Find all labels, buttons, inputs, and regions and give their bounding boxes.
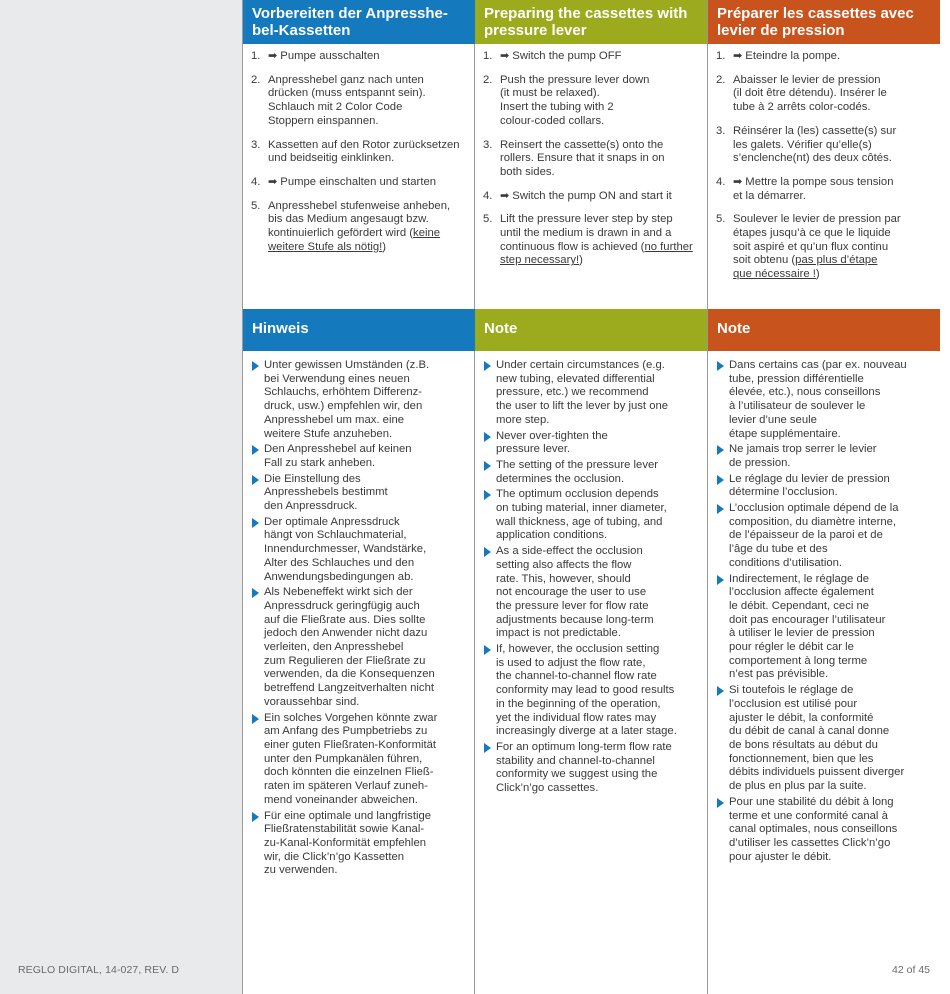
step-number: 2.	[251, 73, 261, 86]
steps-list-en	[475, 50, 707, 278]
note-item	[708, 473, 940, 500]
bullet-triangle-icon	[252, 361, 259, 371]
bullet-triangle-icon	[484, 645, 491, 655]
note-line: betreffend Langzeitverhalten nicht	[264, 682, 434, 695]
note-item	[243, 712, 475, 808]
step-emphasis: no further	[644, 240, 693, 253]
step-line	[268, 200, 475, 214]
step-text: Anpresshebel stufenweise anheben,	[268, 199, 451, 212]
note-line: Anpresshebel um max. eine	[264, 413, 405, 426]
step-line	[500, 190, 707, 204]
bullet-triangle-icon	[717, 475, 724, 485]
step-text: Lift the pressure lever step by step	[500, 213, 673, 226]
note-title-fr: Note	[708, 309, 940, 351]
note-line: weitere Stufe anzuheben.	[264, 427, 393, 440]
step-line	[268, 50, 475, 64]
note-item	[475, 643, 707, 739]
note-item	[708, 502, 940, 571]
step-text: Pumpe ausschalten	[280, 50, 380, 62]
step-text: )	[382, 240, 387, 253]
step-number: 4.	[716, 175, 726, 188]
note-item	[243, 359, 475, 441]
step-text: Switch the pump ON and start it	[512, 189, 672, 202]
arrow-right-icon: ➡	[268, 175, 281, 188]
step-number: 2.	[483, 73, 493, 86]
note-item	[708, 684, 940, 794]
step-text: soit aspiré et qu’un flux continu	[733, 240, 889, 253]
note-line: einer guten Fließraten-Konformität	[264, 738, 437, 751]
step-number: 4.	[483, 189, 493, 202]
bullet-triangle-icon	[484, 743, 491, 753]
note-item	[243, 516, 475, 585]
note-item	[475, 545, 707, 641]
note-line: zum Regulieren der Fließrate zu	[264, 654, 426, 667]
step-line	[268, 227, 475, 241]
note-item	[708, 573, 940, 683]
note-line: bei Verwendung eines neuen	[264, 372, 410, 385]
step-number: 3.	[251, 138, 261, 151]
step-item	[243, 50, 475, 64]
step-text: )	[815, 268, 820, 281]
section-title-en	[475, 0, 707, 44]
bullet-triangle-icon	[484, 461, 491, 471]
step-line	[500, 166, 707, 180]
note-line: n’est pas prévisible.	[729, 668, 829, 681]
section-title-fr	[708, 0, 940, 44]
step-line	[268, 74, 475, 88]
step-number: 3.	[483, 138, 493, 151]
note-line: pour ajuster le débit.	[729, 850, 832, 863]
note-line: canal optimales, nous conseillons	[729, 823, 898, 836]
note-line: If, however, the occlusion setting	[496, 643, 660, 656]
step-emphasis: keine	[413, 227, 441, 240]
title-line: Vorbereiten der Anpresshe-	[252, 5, 448, 22]
note-item	[243, 810, 475, 879]
steps-list-de	[243, 50, 475, 264]
note-line: The setting of the pressure lever	[496, 458, 659, 471]
step-line	[733, 254, 940, 268]
note-line: the pressure lever for flow rate	[496, 599, 649, 612]
step-item	[475, 50, 707, 64]
step-line	[500, 115, 707, 129]
step-item	[243, 200, 475, 255]
note-line: pressure lever.	[496, 443, 571, 456]
step-line	[500, 50, 707, 64]
step-item	[243, 74, 475, 129]
note-item	[475, 741, 707, 796]
step-text: (il doit être détendu). Insérer le	[733, 87, 887, 100]
bullet-triangle-icon	[252, 475, 259, 485]
bullet-triangle-icon	[717, 798, 724, 808]
note-line: Under certain circumstances (e.g.	[496, 359, 665, 371]
step-line	[500, 241, 707, 255]
step-text: Stoppern einspannen.	[268, 114, 379, 127]
note-item	[475, 459, 707, 486]
step-text: Switch the pump OFF	[512, 50, 622, 62]
step-emphasis: weitere Stufe als nötig!	[268, 240, 383, 253]
step-text: Réinsérer la (les) cassette(s) sur	[733, 124, 897, 137]
note-line: Alter des Schlauches und den	[264, 556, 415, 569]
step-number: 2.	[716, 73, 726, 86]
step-text: Pumpe einschalten und starten	[280, 175, 437, 188]
note-line: increasingly diverge at a later stage.	[496, 725, 677, 738]
step-text: )	[579, 254, 583, 267]
note-line: wir, die Click’n’go Kassetten	[264, 850, 405, 863]
note-line: pour régler le débit car le	[729, 641, 854, 654]
steps-list-fr	[708, 50, 940, 292]
step-number: 5.	[483, 213, 493, 226]
step-line	[268, 87, 475, 101]
step-text: kontinuierlich gefördert wird (	[268, 227, 414, 240]
note-item	[243, 586, 475, 709]
note-line: à utiliser le levier de pression	[729, 627, 875, 640]
title-line: pressure lever	[484, 21, 587, 39]
note-line: de pression.	[729, 456, 791, 469]
step-line	[733, 241, 940, 255]
note-line: rate. This, however, should	[496, 572, 631, 585]
note-line: setting also affects the flow	[496, 558, 632, 571]
arrow-right-icon: ➡	[733, 50, 746, 62]
note-line: verleiten, den Anpresshebel	[264, 641, 404, 654]
step-line	[733, 190, 940, 204]
note-line: The optimum occlusion depends	[496, 488, 659, 501]
note-line: new tubing, elevated differential	[496, 372, 655, 385]
note-line: voraussehbar sind.	[264, 695, 360, 708]
note-line: composition, du diamètre interne,	[729, 515, 897, 528]
note-line: Si toutefois le réglage de	[729, 684, 854, 697]
left-margin-panel	[0, 0, 242, 994]
note-line: Ein solches Vorgehen könnte zwar	[264, 711, 438, 724]
step-line	[500, 152, 707, 166]
notes-list-fr	[708, 359, 940, 866]
note-line: Anpresshebels bestimmt	[264, 486, 388, 499]
note-line: Den Anpresshebel auf keinen	[264, 443, 412, 456]
note-line: doit pas encourager l’utilisateur	[729, 613, 886, 626]
step-text: until the medium is drawn in and a	[500, 227, 672, 240]
note-line: in the beginning of the operation,	[496, 697, 661, 710]
step-line	[733, 50, 940, 64]
step-number: 3.	[716, 124, 726, 137]
note-line: impact is not predictable.	[496, 627, 621, 640]
step-item	[708, 176, 940, 203]
note-line: ajuster le débit, la conformité	[729, 711, 874, 724]
bullet-triangle-icon	[717, 504, 724, 514]
note-line: levier d’une seule	[729, 413, 817, 426]
step-text: continuous flow is achieved (	[500, 240, 645, 253]
step-line	[733, 152, 940, 166]
note-line: yet the individual flow rates may	[496, 711, 657, 724]
note-line: Fall zu stark anheben.	[264, 456, 376, 469]
note-line: l’âge du tube et des	[729, 543, 828, 556]
step-text: drücken (muss entspannt sein).	[268, 87, 426, 100]
step-line	[500, 254, 707, 268]
step-number: 1.	[251, 50, 261, 62]
note-line: more step.	[496, 413, 550, 426]
step-line	[268, 213, 475, 227]
arrow-right-icon: ➡	[268, 50, 281, 62]
note-line: le débit. Cependant, ceci ne	[729, 599, 870, 612]
note-line: Anpressdruck geringfügig auch	[264, 599, 420, 612]
note-line: druck, usw.) empfehlen wir, den	[264, 400, 423, 413]
step-text: Reinsert the cassette(s) onto the	[500, 138, 664, 151]
step-line	[733, 268, 940, 282]
step-item	[708, 125, 940, 166]
bullet-triangle-icon	[717, 575, 724, 585]
note-line: Never over-tighten the	[496, 429, 608, 442]
step-text: soit obtenu (	[733, 254, 796, 267]
title-line: bel-Kassetten	[252, 21, 351, 39]
note-title-de: Hinweis	[243, 309, 475, 351]
bullet-triangle-icon	[252, 518, 259, 528]
note-line: Indirectement, le réglage de	[729, 572, 870, 585]
note-line: conformity may lead to good results	[496, 684, 675, 697]
note-item	[475, 488, 707, 543]
step-text: Mettre la pompe sous tension	[745, 175, 894, 188]
note-line: stability and channel-to-channel	[496, 754, 655, 767]
note-line: étape supplémentaire.	[729, 427, 841, 440]
step-line	[268, 241, 475, 255]
notes-list-de	[243, 359, 475, 880]
note-item	[243, 443, 475, 470]
step-text: rollers. Ensure that it snaps in on	[500, 152, 665, 165]
note-line: terme et une conformité canal à	[729, 809, 888, 822]
note-line: zu-Kanal-Konformität empfehlen	[264, 836, 427, 849]
step-text: tube à 2 arrêts color-codés.	[733, 101, 871, 114]
title-line: Preparing the cassettes with	[484, 5, 688, 22]
step-emphasis: que nécessaire !	[733, 268, 816, 281]
note-line: mend voneinander abweichen.	[264, 793, 418, 806]
note-line: den Anpressdruck.	[264, 500, 358, 513]
note-line: comportement à long terme	[729, 654, 868, 667]
step-text: Eteindre la pompe.	[745, 50, 841, 62]
step-emphasis: pas plus d’étape	[795, 254, 878, 267]
note-line: Click’n’go cassettes.	[496, 782, 599, 795]
note-line: As a side-effect the occlusion	[496, 545, 643, 558]
note-title-en: Note	[475, 309, 707, 351]
step-text: s’enclenche(nt) des deux côtés.	[733, 152, 892, 165]
note-line: adjustments because long-term	[496, 613, 654, 626]
step-line	[500, 227, 707, 241]
note-item	[708, 796, 940, 865]
step-text: Anpresshebel ganz nach unten	[268, 73, 424, 86]
note-line: L’occlusion optimale dépend de la	[729, 502, 899, 515]
title-line: Préparer les cassettes avec	[717, 5, 914, 22]
step-text: und beidseitig einklinken.	[268, 152, 395, 165]
note-line: is used to adjust the flow rate,	[496, 656, 646, 669]
step-line	[268, 176, 475, 190]
step-line	[500, 139, 707, 153]
step-text: Schlauch mit 2 Color Code	[268, 101, 403, 114]
note-line: de bons résultats au début du	[729, 738, 878, 751]
step-number: 5.	[251, 199, 261, 212]
note-line: d’utiliser les cassettes Click’n’go	[729, 836, 891, 849]
step-number: 1.	[483, 50, 493, 62]
step-line	[500, 74, 707, 88]
step-number: 1.	[716, 50, 726, 62]
step-line	[500, 87, 707, 101]
section-title-de	[243, 0, 475, 44]
bullet-triangle-icon	[252, 588, 259, 598]
step-line	[500, 101, 707, 115]
step-item	[475, 213, 707, 268]
step-text: Soulever le levier de pression par	[733, 213, 901, 226]
bullet-triangle-icon	[484, 432, 491, 442]
note-line: raten im späteren Verlauf zuneh-	[264, 780, 428, 793]
step-line	[733, 213, 940, 227]
step-text: (it must be relaxed).	[500, 87, 600, 100]
step-text: Insert the tubing with 2	[500, 101, 614, 114]
note-line: Anwendungsbedingungen ab.	[264, 570, 414, 583]
note-line: de l’épaisseur de la paroi et de	[729, 529, 883, 542]
step-line	[733, 125, 940, 139]
step-line	[268, 152, 475, 166]
bullet-triangle-icon	[717, 445, 724, 455]
step-item	[708, 50, 940, 64]
note-line: de plus en plus par la suite.	[729, 780, 867, 793]
bullet-triangle-icon	[717, 361, 724, 371]
step-line	[733, 139, 940, 153]
note-line: Ne jamais trop serrer le levier	[729, 443, 877, 456]
note-line: the user to lift the lever by just one	[496, 400, 669, 413]
note-item	[475, 359, 707, 428]
note-line: Die Einstellung des	[264, 472, 361, 485]
step-emphasis: step necessary!	[500, 254, 580, 267]
step-text: both sides.	[500, 165, 555, 178]
bullet-triangle-icon	[484, 547, 491, 557]
note-line: Fließratenstabilität sowie Kanal-	[264, 823, 425, 836]
arrow-right-icon: ➡	[500, 50, 513, 62]
note-line: Le réglage du levier de pression	[729, 472, 890, 485]
note-line: unter den Pumpkanälen führen,	[264, 752, 423, 765]
step-line	[733, 74, 940, 88]
step-item	[708, 213, 940, 282]
note-line: verwenden, da die Konsequenzen	[264, 668, 435, 681]
step-line	[733, 101, 940, 115]
note-line: Als Nebeneffekt wirkt sich der	[264, 586, 413, 599]
step-text: Abaisser le levier de pression	[733, 73, 881, 86]
note-item	[475, 430, 707, 457]
step-text: bis das Medium angesaugt bzw.	[268, 213, 429, 226]
bullet-triangle-icon	[484, 490, 491, 500]
note-line: fonctionnement, bien que les	[729, 752, 874, 765]
bullet-triangle-icon	[484, 361, 491, 371]
note-line: Schlauchs, erhöhtem Differenz-	[264, 386, 423, 399]
note-line: Für eine optimale und langfristige	[264, 809, 432, 822]
note-line: l’occlusion affecte également	[729, 586, 874, 599]
note-line: débits individuels puissent diverger	[729, 766, 905, 779]
document-id: REGLO DIGITAL, 14-027, REV. D	[18, 964, 180, 976]
arrow-right-icon: ➡	[500, 189, 513, 202]
note-item	[243, 473, 475, 514]
note-line: à l’utilisateur de soulever le	[729, 400, 866, 413]
note-line: application conditions.	[496, 529, 608, 542]
note-line: hängt von Schlauchmaterial,	[264, 529, 407, 542]
step-number: 4.	[251, 175, 261, 188]
bullet-triangle-icon	[252, 812, 259, 822]
step-line	[268, 115, 475, 129]
note-item	[708, 359, 940, 441]
note-line: pressure, etc.) we recommend	[496, 386, 649, 399]
note-line: jedoch den Anwender nicht dazu	[264, 627, 428, 640]
note-line: auf die Fließrate aus. Dies sollte	[264, 613, 426, 626]
step-text: les galets. Vérifier qu’elle(s)	[733, 138, 872, 151]
step-text: Kassetten auf den Rotor zurücksetzen	[268, 138, 460, 151]
note-line: doch könnten die einzelnen Fließ-	[264, 766, 434, 779]
step-line	[268, 101, 475, 115]
note-line: Pour une stabilité du débit à long	[729, 795, 894, 808]
step-line	[500, 213, 707, 227]
note-line: For an optimum long-term flow rate	[496, 740, 672, 753]
bullet-triangle-icon	[252, 714, 259, 724]
note-line: l’occlusion est utilisé pour	[729, 697, 858, 710]
step-line	[733, 176, 940, 190]
note-line: tube, pression différentielle	[729, 372, 864, 385]
step-item	[475, 139, 707, 180]
step-text: Push the pressure lever down	[500, 73, 650, 86]
step-line	[268, 139, 475, 153]
note-line: wall thickness, age of tubing, and	[496, 515, 663, 528]
step-line	[733, 227, 940, 241]
note-line: zu verwenden.	[264, 864, 338, 877]
note-line: élevée, etc.), nous conseillons	[729, 386, 881, 399]
note-line: determines the occlusion.	[496, 472, 625, 485]
step-number: 5.	[716, 213, 726, 226]
note-line: conformity we suggest using the	[496, 768, 658, 781]
note-line: Innendurchmesser, Wandstärke,	[264, 543, 427, 556]
note-line: the channel-to-channel flow rate	[496, 670, 657, 683]
title-line: levier de pression	[717, 21, 845, 39]
step-line	[733, 87, 940, 101]
step-item	[243, 176, 475, 190]
step-text: étapes jusqu’à ce que le liquide	[733, 227, 891, 240]
step-item	[475, 190, 707, 204]
step-item	[708, 74, 940, 115]
note-line: Dans certains cas (par ex. nouveau	[729, 359, 907, 371]
step-item	[243, 139, 475, 166]
page-number: 42 of 45	[892, 964, 930, 976]
note-line: am Anfang des Pumpbetriebs zu	[264, 725, 428, 738]
notes-list-en	[475, 359, 707, 798]
note-line: Unter gewissen Umständen (z.B.	[264, 359, 430, 371]
arrow-right-icon: ➡	[733, 175, 746, 188]
note-line: conditions d’utilisation.	[729, 556, 843, 569]
step-text: colour-coded collars.	[500, 114, 605, 127]
note-line: not encourage the user to use	[496, 586, 647, 599]
step-item	[475, 74, 707, 129]
note-line: on tubing material, inner diameter,	[496, 502, 667, 515]
note-item	[708, 443, 940, 470]
note-line: du débit de canal à canal donne	[729, 725, 890, 738]
note-line: détermine l’occlusion.	[729, 486, 838, 499]
bullet-triangle-icon	[252, 445, 259, 455]
note-line: Der optimale Anpressdruck	[264, 515, 400, 528]
step-text: et la démarrer.	[733, 189, 806, 202]
bullet-triangle-icon	[717, 686, 724, 696]
